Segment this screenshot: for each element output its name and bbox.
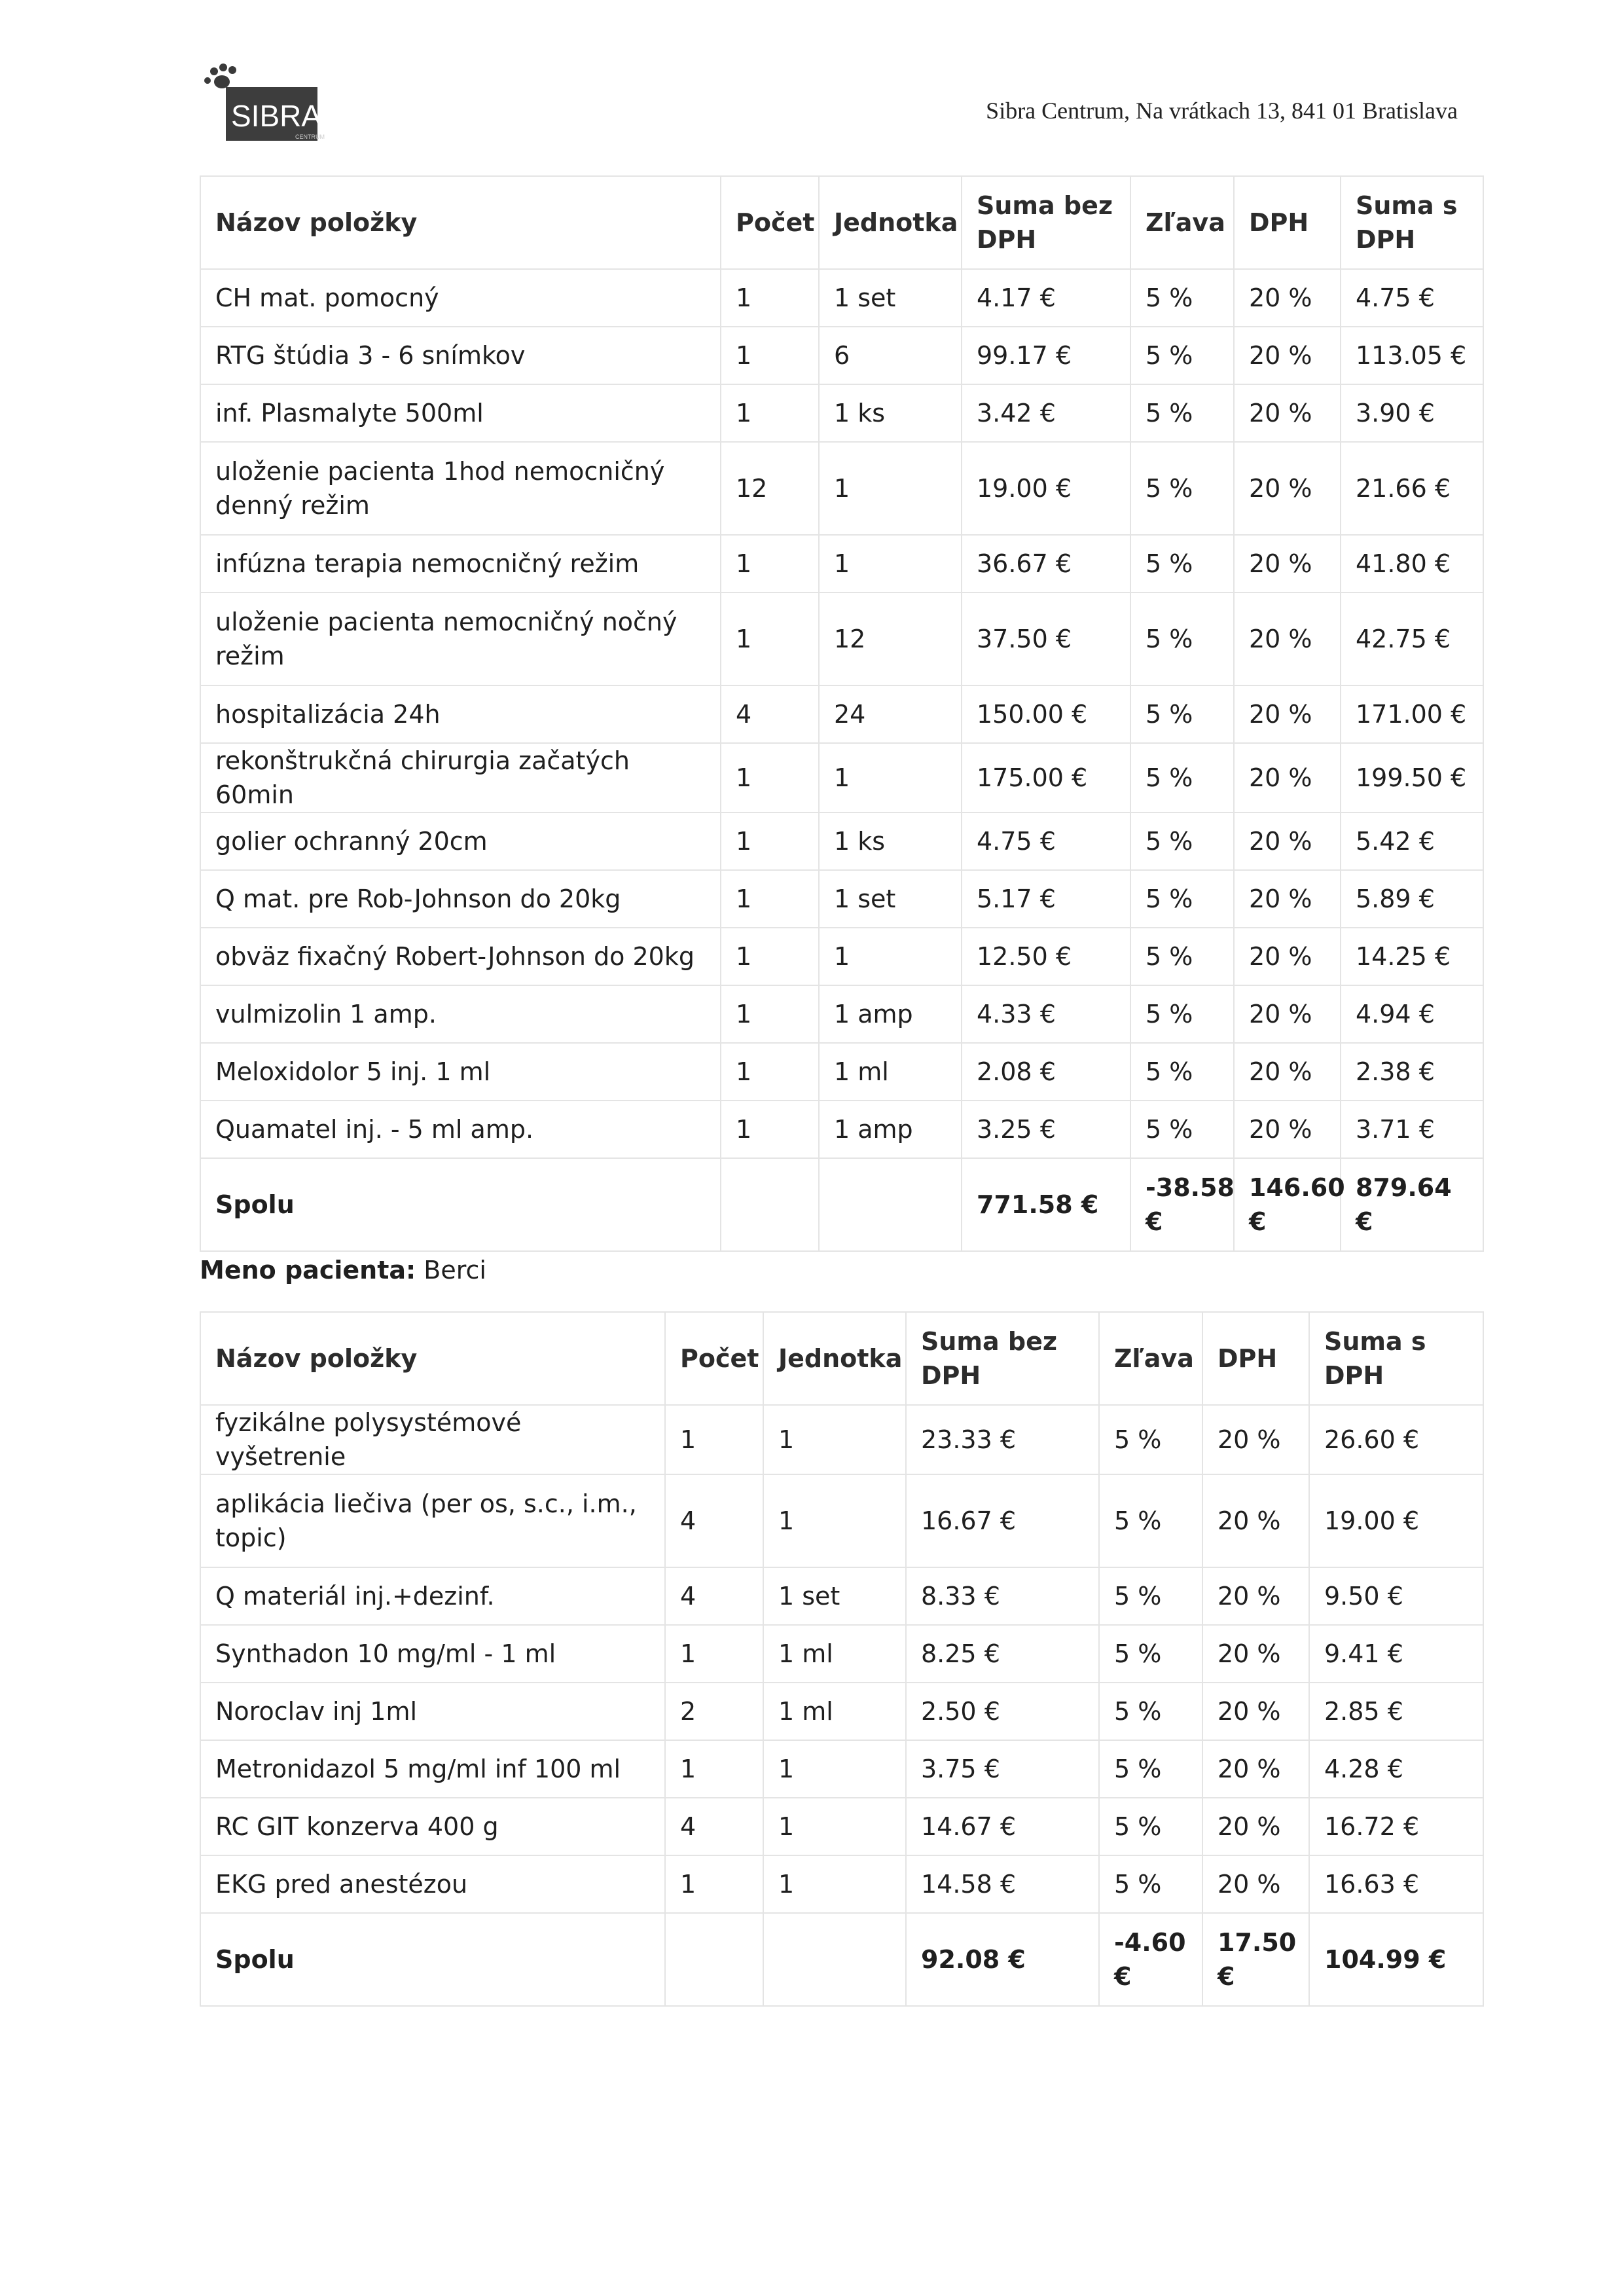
total-label: Spolu (200, 1913, 665, 2006)
cell-unit: 6 (819, 327, 962, 384)
cell-discount: 5 % (1130, 327, 1234, 384)
cell-vat: 20 % (1234, 592, 1341, 685)
table-row (200, 928, 1483, 985)
patient-name: Berci (424, 1256, 486, 1285)
cell-count: 1 (721, 269, 819, 327)
cell-net: 2.08 € (962, 1043, 1130, 1101)
col-header-discount: Zľava (1130, 176, 1234, 269)
cell-vat: 20 % (1234, 685, 1341, 743)
cell-unit: 1 (819, 928, 962, 985)
cell-count: 1 (721, 812, 819, 870)
paw-print-icon (204, 64, 236, 88)
col-header-gross: Suma s DPH (1341, 176, 1483, 269)
cell-name: uloženie pacienta 1hod nemocničný denný režim (200, 442, 721, 535)
cell-unit: 1 (819, 743, 962, 812)
table-row (200, 1101, 1483, 1158)
cell-discount: 5 % (1130, 1043, 1234, 1101)
cell-unit: 1 (763, 1798, 906, 1855)
cell-unit: 1 ml (819, 1043, 962, 1101)
cell-name: inf. Plasmalyte 500ml (200, 384, 721, 442)
cell-gross: 199.50 € (1341, 743, 1483, 812)
cell-discount: 5 % (1099, 1405, 1202, 1474)
cell-discount: 5 % (1130, 269, 1234, 327)
cell-unit: 1 (763, 1405, 906, 1474)
cell-name: Q materiál inj.+dezinf. (200, 1567, 665, 1625)
cell-unit: 1 amp (819, 985, 962, 1043)
cell-gross: 2.38 € (1341, 1043, 1483, 1101)
cell-count: 1 (665, 1405, 763, 1474)
table-row (200, 535, 1483, 592)
cell-gross: 21.66 € (1341, 442, 1483, 535)
cell-vat: 20 % (1202, 1625, 1309, 1683)
cell-vat: 20 % (1202, 1474, 1309, 1567)
cell-name: Quamatel inj. - 5 ml amp. (200, 1101, 721, 1158)
cell-net: 8.33 € (906, 1567, 1099, 1625)
cell-vat: 20 % (1234, 327, 1341, 384)
logo-text: SIBRA (231, 99, 322, 133)
cell-count: 2 (665, 1683, 763, 1740)
cell-gross: 4.75 € (1341, 269, 1483, 327)
cell-unit: 1 (763, 1855, 906, 1913)
cell-gross: 3.90 € (1341, 384, 1483, 442)
table-row (200, 1683, 1483, 1740)
cell-unit: 1 (763, 1740, 906, 1798)
cell-gross: 16.63 € (1309, 1855, 1483, 1913)
cell-unit: 1 ml (763, 1683, 906, 1740)
cell-net: 4.75 € (962, 812, 1130, 870)
cell-name: hospitalizácia 24h (200, 685, 721, 743)
total-gross: 104.99 € (1309, 1913, 1483, 2006)
table-row (200, 1855, 1483, 1913)
cell-vat: 20 % (1234, 812, 1341, 870)
clinic-address: Sibra Centrum, Na vrátkach 13, 841 01 Bratislava (986, 98, 1458, 124)
cell-vat: 20 % (1234, 1043, 1341, 1101)
cell-count: 1 (721, 743, 819, 812)
cell-discount: 5 % (1130, 985, 1234, 1043)
table-2-body (200, 1405, 1483, 2006)
cell-discount: 5 % (1099, 1798, 1202, 1855)
cell-name: Q mat. pre Rob-Johnson do 20kg (200, 870, 721, 928)
cell-gross: 3.71 € (1341, 1101, 1483, 1158)
sibra-logo (200, 62, 350, 147)
table-row (200, 327, 1483, 384)
cell-count: 1 (721, 592, 819, 685)
col-header-unit: Jednotka (819, 176, 962, 269)
cell-net: 19.00 € (962, 442, 1130, 535)
table-row (200, 1625, 1483, 1683)
cell-vat: 20 % (1202, 1405, 1309, 1474)
cell-name: CH mat. pomocný (200, 269, 721, 327)
cell-discount: 5 % (1099, 1625, 1202, 1683)
total-count (665, 1913, 763, 2006)
table-row (200, 442, 1483, 535)
cell-gross: 4.94 € (1341, 985, 1483, 1043)
cell-name: golier ochranný 20cm (200, 812, 721, 870)
cell-unit: 24 (819, 685, 962, 743)
cell-discount: 5 % (1130, 592, 1234, 685)
cell-discount: 5 % (1099, 1855, 1202, 1913)
total-label: Spolu (200, 1158, 721, 1251)
col-header-name: Názov položky (200, 176, 721, 269)
col-header-gross: Suma s DPH (1309, 1312, 1483, 1405)
total-row (200, 1158, 1483, 1251)
total-count (721, 1158, 819, 1251)
total-discount: -4.60 € (1099, 1913, 1202, 2006)
cell-unit: 1 (819, 535, 962, 592)
table-row (200, 1798, 1483, 1855)
cell-name: uloženie pacienta nemocničný nočný režim (200, 592, 721, 685)
cell-discount: 5 % (1130, 743, 1234, 812)
cell-vat: 20 % (1234, 269, 1341, 327)
cell-discount: 5 % (1130, 870, 1234, 928)
cell-name: fyzikálne polysystémové vyšetrenie (200, 1405, 665, 1474)
cell-count: 1 (721, 327, 819, 384)
cell-net: 3.75 € (906, 1740, 1099, 1798)
cell-unit: 1 (763, 1474, 906, 1567)
cell-net: 4.33 € (962, 985, 1130, 1043)
cell-net: 99.17 € (962, 327, 1130, 384)
cell-gross: 19.00 € (1309, 1474, 1483, 1567)
cell-net: 14.67 € (906, 1798, 1099, 1855)
cell-net: 150.00 € (962, 685, 1130, 743)
col-header-name: Názov položky (200, 1312, 665, 1405)
patient-label: Meno pacienta: (200, 1256, 416, 1285)
cell-net: 8.25 € (906, 1625, 1099, 1683)
table-row (200, 812, 1483, 870)
cell-vat: 20 % (1234, 870, 1341, 928)
patient-line (200, 1256, 486, 1285)
cell-vat: 20 % (1234, 743, 1341, 812)
total-discount: -38.58 € (1130, 1158, 1234, 1251)
cell-count: 1 (721, 985, 819, 1043)
cell-gross: 14.25 € (1341, 928, 1483, 985)
col-header-unit: Jednotka (763, 1312, 906, 1405)
cell-gross: 41.80 € (1341, 535, 1483, 592)
cell-name: obväz fixačný Robert-Johnson do 20kg (200, 928, 721, 985)
col-header-net: Suma bez DPH (906, 1312, 1099, 1405)
cell-name: Noroclav inj 1ml (200, 1683, 665, 1740)
table-header-row (200, 176, 1483, 269)
cell-vat: 20 % (1234, 928, 1341, 985)
cell-net: 12.50 € (962, 928, 1130, 985)
total-net: 92.08 € (906, 1913, 1099, 2006)
cell-net: 3.42 € (962, 384, 1130, 442)
cell-discount: 5 % (1099, 1683, 1202, 1740)
cell-net: 175.00 € (962, 743, 1130, 812)
cell-net: 14.58 € (906, 1855, 1099, 1913)
cell-count: 1 (665, 1855, 763, 1913)
cell-name: RC GIT konzerva 400 g (200, 1798, 665, 1855)
table-row (200, 1567, 1483, 1625)
items-table-1 (200, 175, 1484, 1252)
cell-name: EKG pred anestézou (200, 1855, 665, 1913)
cell-name: aplikácia liečiva (per os, s.c., i.m., topic) (200, 1474, 665, 1567)
cell-count: 1 (721, 384, 819, 442)
cell-gross: 9.50 € (1309, 1567, 1483, 1625)
col-header-vat: DPH (1202, 1312, 1309, 1405)
total-gross: 879.64 € (1341, 1158, 1483, 1251)
total-unit (819, 1158, 962, 1251)
table-row (200, 269, 1483, 327)
table-row (200, 1474, 1483, 1567)
total-row (200, 1913, 1483, 2006)
cell-unit: 1 set (819, 870, 962, 928)
total-vat: 17.50 € (1202, 1913, 1309, 2006)
table-1-body (200, 269, 1483, 1251)
cell-vat: 20 % (1234, 384, 1341, 442)
total-vat: 146.60 € (1234, 1158, 1341, 1251)
cell-vat: 20 % (1202, 1798, 1309, 1855)
table-row (200, 985, 1483, 1043)
cell-discount: 5 % (1130, 812, 1234, 870)
cell-unit: 1 ml (763, 1625, 906, 1683)
table-row (200, 1740, 1483, 1798)
cell-count: 1 (665, 1740, 763, 1798)
cell-net: 4.17 € (962, 269, 1130, 327)
table-row (200, 743, 1483, 812)
cell-gross: 4.28 € (1309, 1740, 1483, 1798)
cell-gross: 2.85 € (1309, 1683, 1483, 1740)
col-header-vat: DPH (1234, 176, 1341, 269)
cell-gross: 171.00 € (1341, 685, 1483, 743)
cell-count: 12 (721, 442, 819, 535)
table-row (200, 1405, 1483, 1474)
cell-vat: 20 % (1234, 985, 1341, 1043)
cell-count: 1 (721, 870, 819, 928)
cell-net: 3.25 € (962, 1101, 1130, 1158)
cell-net: 2.50 € (906, 1683, 1099, 1740)
total-unit (763, 1913, 906, 2006)
cell-count: 4 (665, 1567, 763, 1625)
cell-unit: 12 (819, 592, 962, 685)
cell-name: Meloxidolor 5 inj. 1 ml (200, 1043, 721, 1101)
cell-discount: 5 % (1130, 685, 1234, 743)
cell-net: 5.17 € (962, 870, 1130, 928)
cell-unit: 1 (819, 442, 962, 535)
table-row (200, 870, 1483, 928)
table-row (200, 592, 1483, 685)
cell-net: 37.50 € (962, 592, 1130, 685)
cell-vat: 20 % (1202, 1855, 1309, 1913)
cell-unit: 1 set (763, 1567, 906, 1625)
cell-name: RTG štúdia 3 - 6 snímkov (200, 327, 721, 384)
cell-vat: 20 % (1202, 1567, 1309, 1625)
cell-vat: 20 % (1202, 1740, 1309, 1798)
cell-discount: 5 % (1099, 1740, 1202, 1798)
cell-count: 4 (721, 685, 819, 743)
cell-discount: 5 % (1130, 442, 1234, 535)
cell-discount: 5 % (1130, 928, 1234, 985)
cell-count: 1 (721, 535, 819, 592)
cell-net: 16.67 € (906, 1474, 1099, 1567)
cell-gross: 16.72 € (1309, 1798, 1483, 1855)
cell-gross: 26.60 € (1309, 1405, 1483, 1474)
logo-subtext: CENTRUM (295, 134, 325, 140)
col-header-count: Počet (665, 1312, 763, 1405)
cell-vat: 20 % (1234, 442, 1341, 535)
cell-discount: 5 % (1130, 384, 1234, 442)
table-row (200, 1043, 1483, 1101)
cell-name: Synthadon 10 mg/ml - 1 ml (200, 1625, 665, 1683)
cell-gross: 5.89 € (1341, 870, 1483, 928)
cell-name: rekonštrukčná chirurgia začatých 60min (200, 743, 721, 812)
col-header-discount: Zľava (1099, 1312, 1202, 1405)
cell-net: 23.33 € (906, 1405, 1099, 1474)
cell-count: 4 (665, 1474, 763, 1567)
cell-count: 1 (721, 1101, 819, 1158)
total-net: 771.58 € (962, 1158, 1130, 1251)
cell-vat: 20 % (1234, 1101, 1341, 1158)
table-row (200, 685, 1483, 743)
cell-name: infúzna terapia nemocničný režim (200, 535, 721, 592)
cell-count: 1 (721, 928, 819, 985)
cell-name: vulmizolin 1 amp. (200, 985, 721, 1043)
cell-gross: 9.41 € (1309, 1625, 1483, 1683)
cell-gross: 113.05 € (1341, 327, 1483, 384)
cell-vat: 20 % (1234, 535, 1341, 592)
cell-vat: 20 % (1202, 1683, 1309, 1740)
cell-discount: 5 % (1099, 1567, 1202, 1625)
cell-discount: 5 % (1099, 1474, 1202, 1567)
table-header-row (200, 1312, 1483, 1405)
table-row (200, 384, 1483, 442)
cell-gross: 42.75 € (1341, 592, 1483, 685)
cell-count: 1 (721, 1043, 819, 1101)
cell-unit: 1 amp (819, 1101, 962, 1158)
cell-discount: 5 % (1130, 535, 1234, 592)
cell-net: 36.67 € (962, 535, 1130, 592)
cell-count: 4 (665, 1798, 763, 1855)
col-header-count: Počet (721, 176, 819, 269)
cell-unit: 1 ks (819, 384, 962, 442)
col-header-net: Suma bez DPH (962, 176, 1130, 269)
cell-name: Metronidazol 5 mg/ml inf 100 ml (200, 1740, 665, 1798)
cell-unit: 1 set (819, 269, 962, 327)
cell-discount: 5 % (1130, 1101, 1234, 1158)
items-table-2 (200, 1311, 1484, 2007)
cell-count: 1 (665, 1625, 763, 1683)
cell-gross: 5.42 € (1341, 812, 1483, 870)
cell-unit: 1 ks (819, 812, 962, 870)
